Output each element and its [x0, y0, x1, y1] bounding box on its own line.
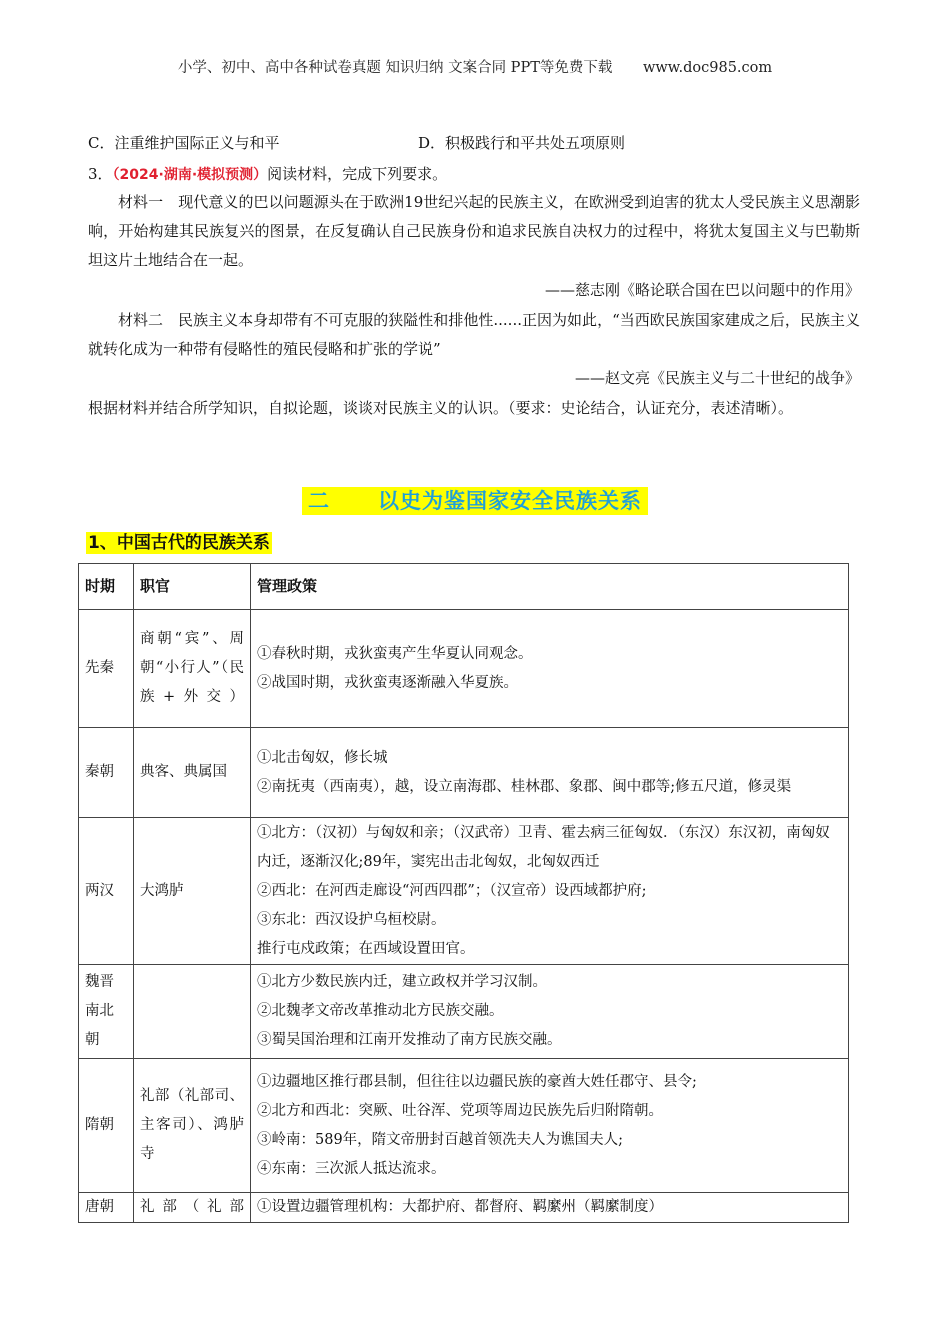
policy-line: ②北方和西北：突厥、吐谷浑、党项等周边民族先后归附隋朝。: [257, 1102, 663, 1119]
question-3-stem: [88, 160, 860, 190]
option-c: C．注重维护国际正义与和平: [88, 134, 280, 152]
period-cell: 隋朝: [79, 1059, 134, 1193]
header-policy: 管理政策: [251, 564, 849, 610]
policy-line: 推行屯戍政策；在西域设置田官。: [257, 940, 475, 957]
page-header: [0, 56, 950, 77]
office-cell: 礼部（礼部司、主客司）、鸿胪寺: [134, 1059, 251, 1193]
subsection-title: [86, 528, 272, 553]
office-cell: 大鸿胪: [134, 818, 251, 965]
table-row: [79, 728, 849, 818]
period-cell: 先秦: [79, 610, 134, 728]
table-row: [79, 1059, 849, 1193]
subsection-heading: 1、中国古代的民族关系: [88, 533, 270, 553]
office-cell: 典客、典属国: [134, 728, 251, 818]
material-1: 材料一 现代意义的巴以问题源头在于欧洲19世纪兴起的民族主义，在欧洲受到迫害的犹太人受民族主义思潮影响，开始构建其民族复兴的图景，在反复确认自己民族身份和追求民族自决权力的过程中，将犹太复国主义与巴勒斯坦这片土地结合在一起。: [88, 193, 860, 269]
table-row: [79, 965, 849, 1059]
office-cell: [134, 965, 251, 1059]
table-row: [79, 818, 849, 965]
policy-cell: [251, 610, 849, 728]
policy-line: ①北方：（汉初）与匈奴和亲；（汉武帝）卫青、霍去病三征匈奴．（东汉）东汉初，南匈奴内迁，逐渐汉化;89年，窦宪出击北匈奴，北匈奴西迁: [257, 824, 830, 870]
policy-line: ②北魏孝文帝改革推动北方民族交融。: [257, 1003, 504, 1019]
period-cell: 魏晋南北朝: [79, 965, 134, 1059]
policy-line: ①北击匈奴，修长城: [257, 749, 388, 766]
question-requirement: 根据材料并结合所学知识，自拟论题，谈谈对民族主义的认识。（要求：史论结合，认证充分，表述清晰）。: [88, 399, 794, 417]
section-heading: 以史为鉴国家安全民族关系: [375, 487, 645, 515]
question-number: 3．: [88, 165, 113, 183]
policy-cell: [251, 965, 849, 1059]
header-text: 小学、初中、高中各种试卷真题 知识归纳 文案合同 PPT等免费下载: [177, 60, 613, 76]
option-d: D．积极践行和平共处五项原则: [418, 134, 626, 152]
policy-line: ①春秋时期，戎狄蛮夷产生华夏认同观念。: [257, 645, 533, 662]
office-cell: 商朝“宾”、周朝“小行人”（民族+外交）: [134, 610, 251, 728]
policy-cell: [251, 818, 849, 965]
material-1-source: ——慈志刚《略论联合国在巴以问题中的作用》: [544, 281, 860, 299]
policy-line: ②南抚夷（西南夷），越，设立南海郡、桂林郡、象郡、闽中郡等;修五尺道，修灵渠: [257, 778, 792, 795]
answer-options: [88, 129, 860, 158]
policy-cell: [251, 1193, 849, 1223]
policy-line: ①北方少数民族内迁，建立政权并学习汉制。: [257, 974, 547, 990]
header-period: 时期: [79, 564, 134, 610]
table-row: [79, 610, 849, 728]
policy-line: ②西北：在河西走廊设“河西四郡”；（汉宣帝）设西域都护府;: [257, 882, 647, 899]
ethnic-relations-table: [78, 563, 849, 1223]
period-cell: 唐朝: [79, 1193, 134, 1223]
question-tag: （2024·湖南·模拟预测）: [112, 167, 268, 183]
policy-line: ③岭南：589年，隋文帝册封百越首领冼夫人为谯国夫人;: [257, 1131, 624, 1148]
table-row: [79, 1193, 849, 1223]
policy-line: ①边疆地区推行郡县制，但往往以边疆民族的豪酋大姓任郡守、县令;: [257, 1073, 697, 1090]
policy-line: ④东南：三次派人抵达流求。: [257, 1160, 446, 1177]
policy-cell: [251, 728, 849, 818]
policy-line: ③东北：西汉设护乌桓校尉。: [257, 911, 446, 928]
section-title: [0, 485, 950, 515]
period-cell: 秦朝: [79, 728, 134, 818]
period-cell: 两汉: [79, 818, 134, 965]
office-cell: 礼部（礼部: [134, 1193, 251, 1223]
header-office: 职官: [134, 564, 251, 610]
material-2: 材料二 民族主义本身却带有不可克服的狭隘性和排他性......正因为如此，“当西欧民族国家建成之后，民族主义就转化成为一种带有侵略性的殖民侵略和扩张的学说”: [88, 311, 860, 358]
header-site[interactable]: www.doc985.com: [642, 60, 773, 76]
question-prompt: 阅读材料，完成下列要求。: [267, 165, 448, 183]
section-number: 二: [305, 487, 333, 515]
policy-cell: [251, 1059, 849, 1193]
material-2-source: ——赵文亮《民族主义与二十世纪的战争》: [574, 369, 860, 387]
table-header-row: [79, 564, 849, 610]
policy-line: ①设置边疆管理机构：大都护府、都督府、羁縻州（羁縻制度）: [257, 1199, 663, 1215]
policy-line: ③蜀吴国治理和江南开发推动了南方民族交融。: [257, 1032, 562, 1048]
policy-line: ②战国时期，戎狄蛮夷逐渐融入华夏族。: [257, 674, 518, 691]
